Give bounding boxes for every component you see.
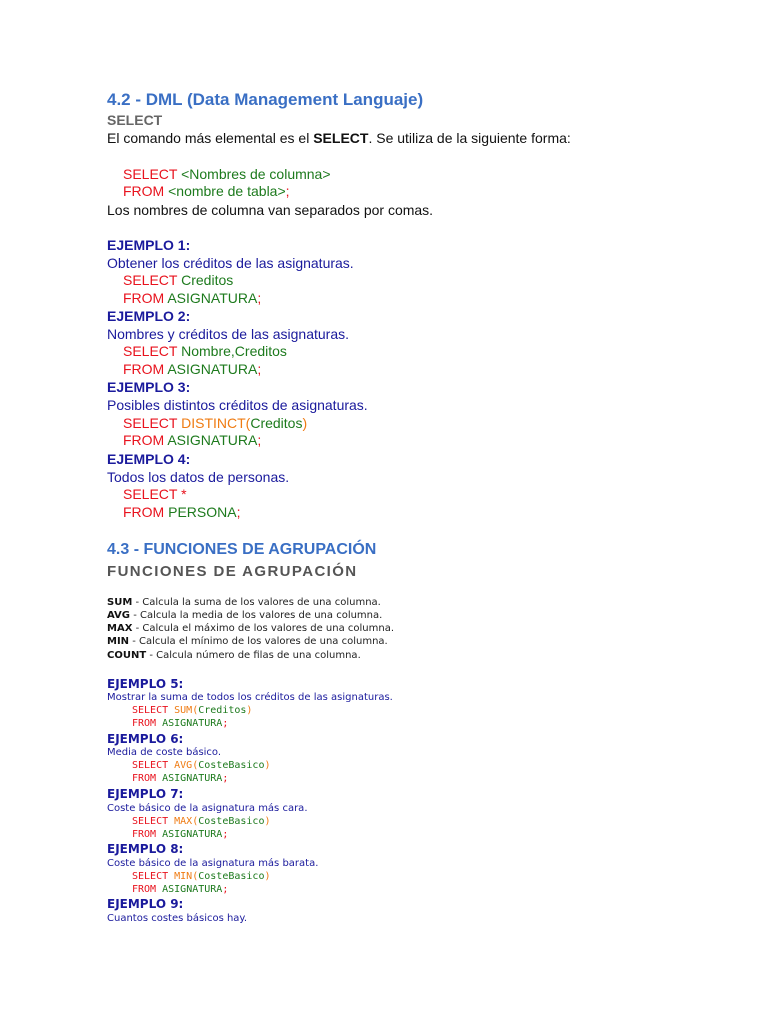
from-keyword: FROM	[123, 361, 165, 377]
syntax-select-line	[123, 166, 331, 182]
example-2-select	[123, 343, 287, 359]
semicolon: ;	[222, 829, 229, 840]
select-asterisk: *	[177, 486, 187, 502]
example-3-label: EJEMPLO 3:	[107, 379, 191, 395]
select-function: MAX(	[168, 816, 199, 827]
select-keyword: SELECT	[123, 272, 178, 288]
from-table: PERSONA	[164, 504, 237, 520]
from-keyword: FROM	[123, 290, 165, 306]
from-keyword: FROM	[132, 718, 157, 729]
section-subtitle-select: SELECT	[107, 112, 163, 128]
semicolon: ;	[222, 773, 229, 784]
select-columns: CosteBasico	[198, 816, 265, 827]
example-2-desc: Nombres y créditos de las asignaturas.	[107, 326, 349, 342]
example-5-select	[132, 705, 252, 716]
example-3-from	[123, 432, 261, 448]
example-6-desc: Media de coste básico.	[107, 747, 222, 758]
example-6-label: EJEMPLO 6:	[107, 732, 184, 746]
example-1-desc: Obtener los créditos de las asignaturas.	[107, 255, 354, 271]
function-max	[107, 623, 394, 634]
from-keyword: FROM	[123, 432, 165, 448]
semicolon: ;	[285, 183, 290, 199]
select-keyword: SELECT	[132, 760, 169, 771]
example-4-label: EJEMPLO 4:	[107, 451, 191, 467]
select-keyword: SELECT	[123, 415, 178, 431]
example-2-label: EJEMPLO 2:	[107, 308, 191, 324]
semicolon: ;	[222, 884, 229, 895]
semicolon: ;	[257, 432, 262, 448]
function-name: MAX	[107, 623, 133, 634]
function-desc: - Calcula el máximo de los valores de una columna.	[132, 623, 395, 634]
example-3-desc: Posibles distintos créditos de asignaturas.	[107, 397, 368, 413]
select-columns: Creditos	[250, 415, 303, 431]
example-7-label: EJEMPLO 7:	[107, 787, 184, 801]
example-9-label: EJEMPLO 9:	[107, 897, 184, 911]
select-close: )	[264, 816, 271, 827]
select-close: )	[264, 760, 271, 771]
from-table: ASIGNATURA	[164, 290, 258, 306]
example-8-desc: Coste básico de la asignatura más barata.	[107, 858, 319, 869]
from-table: ASIGNATURA	[164, 361, 258, 377]
select-close: )	[246, 705, 253, 716]
intro-keyword: SELECT	[313, 130, 369, 146]
function-desc: - Calcula número de filas de una columna.	[146, 650, 361, 661]
example-7-select	[132, 816, 271, 827]
function-name: MIN	[107, 636, 130, 647]
intro-paragraph	[107, 130, 571, 146]
syntax-table: <nombre de tabla>	[164, 183, 286, 199]
example-8-from	[132, 884, 228, 895]
syntax-from-line	[123, 183, 290, 199]
function-desc: - Calcula la media de los valores de una columna.	[130, 610, 383, 621]
select-keyword: SELECT	[123, 486, 178, 502]
select-keyword: SELECT	[123, 343, 178, 359]
example-8-label: EJEMPLO 8:	[107, 842, 184, 856]
intro-text-suffix: . Se utiliza de la siguiente forma:	[368, 130, 571, 146]
select-close: )	[302, 415, 308, 431]
section-subtitle-agrupacion: FUNCIONES DE AGRUPACIÓN	[107, 563, 358, 580]
syntax-columns: <Nombres de columna>	[177, 166, 331, 182]
from-keyword: FROM	[132, 884, 157, 895]
from-keyword: FROM	[123, 504, 165, 520]
example-5-from	[132, 718, 228, 729]
intro-text: El comando más elemental es el	[107, 130, 314, 146]
function-name: AVG	[107, 610, 131, 621]
function-desc: - Calcula la suma de los valores de una columna.	[132, 597, 381, 608]
select-function: SUM(	[168, 705, 199, 716]
section-title-agrupacion: 4.3 - FUNCIONES DE AGRUPACIÓN	[107, 541, 377, 558]
example-1-from	[123, 290, 261, 306]
function-name: COUNT	[107, 650, 147, 661]
example-4-desc: Todos los datos de personas.	[107, 469, 290, 485]
select-keyword: SELECT	[123, 166, 178, 182]
section-title-dml: 4.2 - DML (Data Management Languaje)	[107, 90, 424, 109]
from-keyword: FROM	[132, 773, 157, 784]
select-function: DISTINCT(	[177, 415, 251, 431]
from-table: ASIGNATURA	[156, 884, 223, 895]
select-columns: Creditos	[198, 705, 247, 716]
select-columns: CosteBasico	[198, 760, 265, 771]
semicolon: ;	[222, 718, 229, 729]
function-name: SUM	[107, 597, 133, 608]
select-keyword: SELECT	[132, 816, 169, 827]
example-1-label: EJEMPLO 1:	[107, 237, 191, 253]
example-5-desc: Mostrar la suma de todos los créditos de las asignaturas.	[107, 692, 393, 703]
example-4-from	[123, 504, 240, 520]
syntax-note: Los nombres de columna van separados por comas.	[107, 202, 434, 218]
example-8-select	[132, 871, 271, 882]
example-7-from	[132, 829, 228, 840]
from-keyword: FROM	[123, 183, 165, 199]
example-6-select	[132, 760, 271, 771]
from-keyword: FROM	[132, 829, 157, 840]
select-function: AVG(	[168, 760, 199, 771]
from-table: ASIGNATURA	[156, 718, 223, 729]
from-table: ASIGNATURA	[156, 773, 223, 784]
select-keyword: SELECT	[132, 705, 169, 716]
example-3-select	[123, 415, 307, 431]
function-count	[107, 650, 361, 661]
select-function: MIN(	[168, 871, 199, 882]
example-9-desc: Cuantos costes básicos hay.	[107, 913, 248, 924]
select-columns: Creditos	[177, 272, 234, 288]
example-5-label: EJEMPLO 5:	[107, 677, 184, 691]
select-columns: CosteBasico	[198, 871, 265, 882]
from-table: ASIGNATURA	[164, 432, 258, 448]
function-sum	[107, 597, 381, 608]
semicolon: ;	[257, 361, 262, 377]
semicolon: ;	[257, 290, 262, 306]
example-1-select	[123, 272, 233, 288]
semicolon: ;	[236, 504, 241, 520]
function-desc: - Calcula el mínimo de los valores de una columna.	[129, 636, 388, 647]
from-table: ASIGNATURA	[156, 829, 223, 840]
select-columns: Nombre,Creditos	[177, 343, 287, 359]
example-7-desc: Coste básico de la asignatura más cara.	[107, 803, 308, 814]
example-6-from	[132, 773, 228, 784]
select-close: )	[264, 871, 271, 882]
function-avg	[107, 610, 382, 621]
function-min	[107, 636, 388, 647]
example-4-select	[123, 486, 187, 502]
example-2-from	[123, 361, 261, 377]
select-keyword: SELECT	[132, 871, 169, 882]
